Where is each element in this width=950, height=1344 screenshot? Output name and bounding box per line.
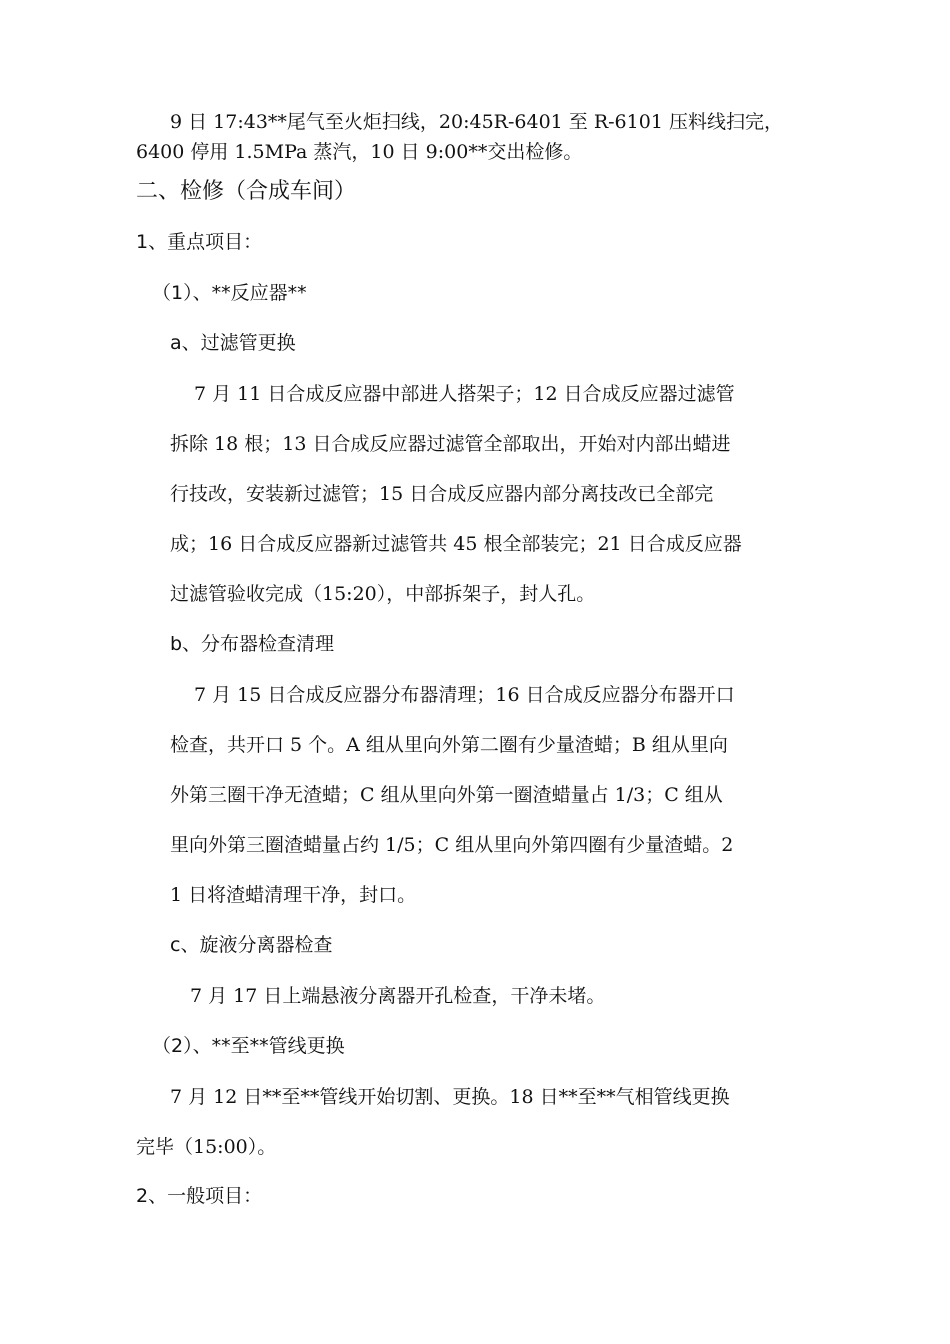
b-body-line-3: 外第三圈干净无渣蜡；C 组从里向外第一圈渣蜡量占 1/3；C 组从: [170, 784, 723, 806]
intro-line-2: 6400 停用 1.5MPa 蒸汽，10 日 9:00**交出检修。: [136, 141, 583, 163]
b-body-line-1: 7 月 15 日合成反应器分布器清理；16 日合成反应器分布器开口: [194, 684, 735, 706]
a-body-line-4: 成；16 日合成反应器新过滤管共 45 根全部装完；21 日合成反应器: [170, 533, 742, 555]
item1-title: 1、重点项目：: [136, 231, 263, 253]
c-body: 7 月 17 日上端悬液分离器开孔检查，干净未堵。: [190, 985, 606, 1007]
sub2-body-line-2: 完毕（15:00）。: [136, 1136, 277, 1158]
a-title: a、过滤管更换: [170, 332, 296, 354]
a-body-line-2: 拆除 18 根；13 日合成反应器过滤管全部取出，开始对内部出蜡进: [170, 433, 731, 455]
sub1-title: （1）、**反应器**: [152, 282, 307, 304]
b-body-line-2: 检查，共开口 5 个。A 组从里向外第二圈有少量渣蜡；B 组从里向: [170, 734, 728, 756]
b-body-line-4: 里向外第三圈渣蜡量占约 1/5；C 组从里向外第四圈有少量渣蜡。2: [170, 834, 734, 856]
a-body-line-3: 行技改，安装新过滤管；15 日合成反应器内部分离技改已全部完: [170, 483, 714, 505]
a-body-line-5: 过滤管验收完成（15:20），中部拆架子，封人孔。: [170, 583, 596, 605]
c-title: c、旋液分离器检查: [170, 934, 333, 956]
b-body-line-5: 1 日将渣蜡清理干净，封口。: [170, 884, 417, 906]
section-two-title: 二、检修（合成车间）: [136, 179, 357, 204]
sub2-body-line-1: 7 月 12 日**至**管线开始切割、更换。18 日**至**气相管线更换: [170, 1086, 730, 1108]
item2-title: 2、一般项目：: [136, 1185, 263, 1207]
sub2-title: （2）、**至**管线更换: [152, 1035, 345, 1057]
a-body-line-1: 7 月 11 日合成反应器中部进人搭架子；12 日合成反应器过滤管: [194, 383, 735, 405]
b-title: b、分布器检查清理: [170, 633, 335, 655]
intro-line-1: 9 日 17:43**尾气至火炬扫线，20:45R-6401 至 R-6101 压料线扫完，: [170, 111, 783, 133]
